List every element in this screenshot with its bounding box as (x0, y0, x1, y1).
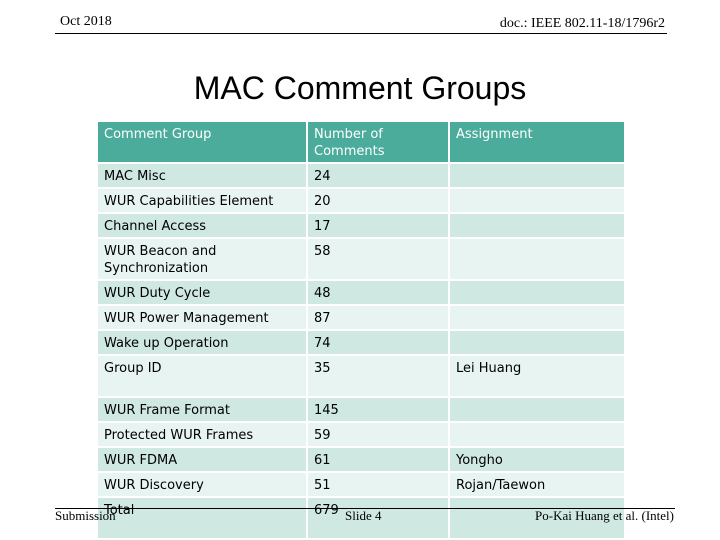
table-row (97, 397, 625, 422)
cell-group: WUR Frame Format (97, 397, 307, 422)
table-header-row (97, 121, 625, 163)
cell-assignment (449, 163, 625, 188)
slide-title: MAC Comment Groups (193, 70, 527, 106)
cell-group: WUR Power Management (97, 305, 307, 330)
cell-group: Total (97, 497, 307, 539)
cell-assignment (449, 397, 625, 422)
cell-count: 51 (307, 472, 449, 497)
header-divider (55, 33, 667, 34)
cell-assignment (449, 422, 625, 447)
cell-group: WUR Beacon and Synchronization (97, 238, 307, 280)
cell-count: 59 (307, 422, 449, 447)
cell-count: 87 (307, 305, 449, 330)
cell-count: 35 (307, 355, 449, 397)
cell-count: 24 (307, 163, 449, 188)
cell-group: Protected WUR Frames (97, 422, 307, 447)
table-row (97, 188, 625, 213)
cell-count: 17 (307, 213, 449, 238)
cell-assignment (449, 213, 625, 238)
cell-group: WUR FDMA (97, 447, 307, 472)
table-row (97, 305, 625, 330)
cell-assignment (449, 330, 625, 355)
cell-group: WUR Capabilities Element (97, 188, 307, 213)
table-row (97, 280, 625, 305)
cell-assignment: Rojan/Taewon (449, 472, 625, 497)
cell-count: 74 (307, 330, 449, 355)
cell-assignment (449, 188, 625, 213)
cell-group: Channel Access (97, 213, 307, 238)
cell-assignment (449, 238, 625, 280)
footer-slide-number: Slide 4 (345, 508, 382, 523)
cell-count: 58 (307, 238, 449, 280)
table-row (97, 330, 625, 355)
footer-submission: Submission (55, 508, 116, 523)
table-row (97, 213, 625, 238)
cell-count: 145 (307, 397, 449, 422)
cell-group: WUR Discovery (97, 472, 307, 497)
header-doc-id: doc.: IEEE 802.11-18/1796r2 (499, 16, 665, 31)
cell-assignment: Lei Huang (449, 355, 625, 397)
footer-author: Po-Kai Huang et al. (Intel) (535, 508, 674, 523)
cell-group: MAC Misc (97, 163, 307, 188)
table-row (97, 238, 625, 280)
cell-assignment (449, 280, 625, 305)
cell-count: 20 (307, 188, 449, 213)
header-date: Oct 2018 (60, 14, 112, 29)
comment-groups-table (96, 120, 626, 540)
table-row (97, 163, 625, 188)
cell-group: Wake up Operation (97, 330, 307, 355)
table-row (97, 355, 625, 397)
table-row (97, 422, 625, 447)
cell-group: WUR Duty Cycle (97, 280, 307, 305)
cell-assignment (449, 305, 625, 330)
column-header-assignment: Assignment (449, 121, 625, 163)
column-header-comment-group: Comment Group (97, 121, 307, 163)
cell-group: Group ID (97, 355, 307, 397)
table-row (97, 472, 625, 497)
cell-count: 48 (307, 280, 449, 305)
cell-count: 61 (307, 447, 449, 472)
cell-count: 679 (307, 497, 449, 539)
table-row (97, 447, 625, 472)
column-header-number-of-comments: Number of Comments (307, 121, 449, 163)
cell-assignment: Yongho (449, 447, 625, 472)
